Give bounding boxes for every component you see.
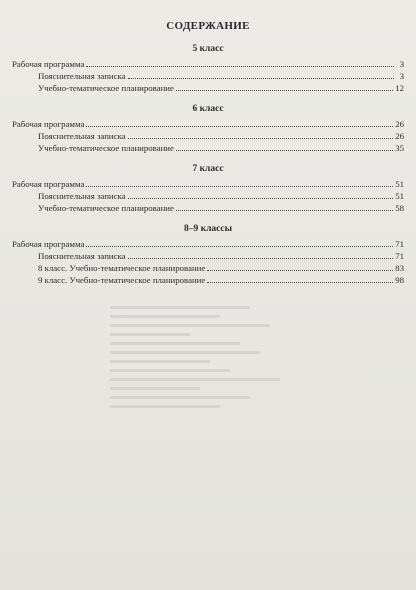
toc-entry-label: Рабочая программа xyxy=(12,59,85,69)
toc-entry[interactable] xyxy=(12,70,404,82)
toc-entry-page-number: 51 xyxy=(395,179,404,189)
section-heading: 7 класс xyxy=(192,164,224,174)
toc-entry[interactable] xyxy=(12,142,404,154)
dot-leader xyxy=(86,65,394,67)
toc-entry[interactable] xyxy=(12,118,404,130)
toc-entry-label: Учебно-тематическое планирование xyxy=(38,83,174,93)
toc-entry[interactable] xyxy=(12,274,404,286)
toc-entry[interactable] xyxy=(12,130,404,142)
toc-entry-page-number: 71 xyxy=(395,251,404,261)
toc-entry-label: Пояснительная записка xyxy=(38,71,126,81)
dot-leader xyxy=(128,137,394,139)
toc-entry-page-number: 51 xyxy=(395,191,404,201)
dot-leader xyxy=(128,77,394,79)
toc-entry[interactable] xyxy=(12,250,404,262)
bleed-through-texture xyxy=(110,300,310,560)
toc-entry-label: Рабочая программа xyxy=(12,179,85,189)
toc-entry-page-number: 83 xyxy=(395,263,404,273)
toc-entry-page-number: 35 xyxy=(395,143,404,153)
section-heading: 6 класс xyxy=(192,104,224,114)
toc-entry-label: Пояснительная записка xyxy=(38,191,126,201)
toc-entry-page-number: 26 xyxy=(395,119,404,129)
toc-entry-label: Рабочая программа xyxy=(12,239,85,249)
toc-entry-page-number: 3 xyxy=(399,59,404,69)
section-heading: 8–9 классы xyxy=(183,224,233,234)
toc-entry[interactable] xyxy=(12,58,404,70)
toc-section xyxy=(12,164,404,214)
toc-entry-page-number: 12 xyxy=(395,83,404,93)
toc-entry-page-number: 3 xyxy=(399,71,404,81)
toc-entry-label: Пояснительная записка xyxy=(38,131,126,141)
section-heading: 5 класс xyxy=(192,44,224,54)
toc-entry-page-number: 71 xyxy=(395,239,404,249)
dot-leader xyxy=(86,245,393,247)
dot-leader xyxy=(128,197,394,199)
toc-entry[interactable] xyxy=(12,238,404,250)
toc-entry-label: Учебно-тематическое планирование xyxy=(38,143,174,153)
toc-entry-page-number: 98 xyxy=(395,275,404,285)
dot-leader xyxy=(128,257,394,259)
toc-entry-label: Учебно-тематическое планирование xyxy=(38,203,174,213)
toc-section xyxy=(12,104,404,154)
dot-leader xyxy=(176,149,393,151)
toc-section xyxy=(12,44,404,94)
toc-entry[interactable] xyxy=(12,262,404,274)
page-title: СОДЕРЖАНИЕ xyxy=(166,20,250,32)
dot-leader xyxy=(207,281,393,283)
toc-entry[interactable] xyxy=(12,82,404,94)
dot-leader xyxy=(86,125,393,127)
toc-entry-page-number: 58 xyxy=(395,203,404,213)
dot-leader xyxy=(176,209,393,211)
toc-entry-label: 9 класс. Учебно-тематическое планирование xyxy=(38,275,206,285)
toc-entry-page-number: 26 xyxy=(395,131,404,141)
toc-entry[interactable] xyxy=(12,178,404,190)
toc-entry[interactable] xyxy=(12,190,404,202)
toc-entry[interactable] xyxy=(12,202,404,214)
dot-leader xyxy=(207,269,393,271)
toc-section xyxy=(12,224,404,286)
toc-entry-label: Пояснительная записка xyxy=(38,251,126,261)
toc-entry-label: Рабочая программа xyxy=(12,119,85,129)
table-of-contents xyxy=(12,44,404,286)
toc-entry-label: 8 класс. Учебно-тематическое планирование xyxy=(38,263,206,273)
dot-leader xyxy=(176,89,393,91)
dot-leader xyxy=(86,185,393,187)
